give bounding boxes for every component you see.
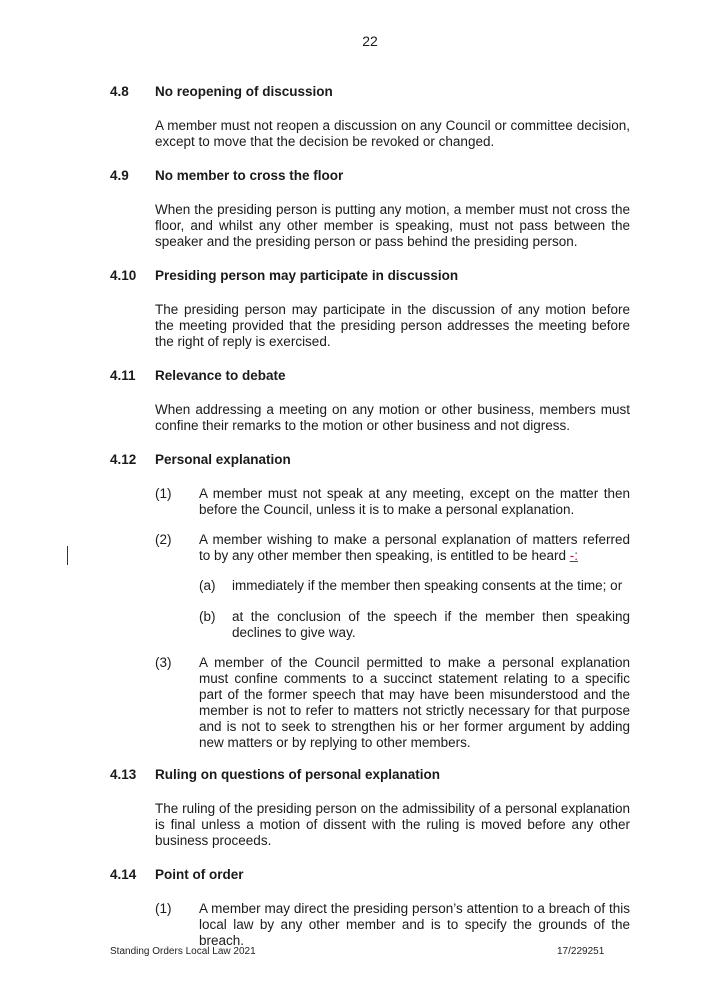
- list-item-text: A member may direct the presiding person’s attention to a breach of this local law by any other member and is to specify the grounds of the breach.: [199, 901, 630, 948]
- section-title: No member to cross the floor: [155, 168, 344, 183]
- page-number: 22: [362, 33, 378, 49]
- section-number: 4.13: [110, 767, 137, 782]
- section-title: Point of order: [155, 867, 244, 882]
- sub-item-label: (b): [199, 609, 216, 624]
- section-body: The ruling of the presiding person on the admissibility of a personal explanation is final unless a motion of dissent with the ruling is moved before any other business proceeds.: [155, 801, 630, 848]
- section-number: 4.8: [110, 84, 129, 99]
- footer-reference: 17/229251: [557, 946, 605, 957]
- section-number: 4.11: [110, 368, 136, 383]
- section-heading: [110, 867, 244, 882]
- section-heading: [110, 767, 440, 782]
- section-body: When addressing a meeting on any motion or other business, members must confine their remarks to the motion or other business and not digress.: [155, 402, 630, 433]
- section-title: Personal explanation: [155, 452, 291, 467]
- list-item-text: [199, 532, 630, 564]
- section-heading: [110, 368, 286, 383]
- footer-title: Standing Orders Local Law 2021: [110, 946, 256, 957]
- section-number: 4.9: [110, 168, 129, 183]
- section-number: 4.12: [110, 452, 137, 467]
- section-number: 4.14: [110, 867, 137, 882]
- section-heading: [110, 452, 291, 467]
- section-title: No reopening of discussion: [155, 84, 333, 99]
- section-heading: [110, 168, 343, 183]
- list-item-text-content: A member wishing to make a personal explanation of matters referred to by any other member then speaking, is entitled to be heard: [199, 532, 630, 563]
- section-title: Presiding person may participate in discussion: [155, 268, 459, 283]
- revision-mark: -:: [569, 548, 578, 563]
- section-heading: [110, 268, 458, 283]
- section-body: A member must not reopen a discussion on any Council or committee decision, except to move that the decision be revoked or changed.: [155, 118, 630, 149]
- list-item-text: A member of the Council permitted to make a personal explanation must confine comments to a succinct statement relating to a specific part of the former speech that may have been misunderstood and the member is not to refer to matters not strictly necessary for that purpose and is not to seek to strengthen his or her former argument by adding new matters or by replying to other members.: [199, 655, 630, 750]
- section-heading: [110, 84, 333, 99]
- section-body: The presiding person may participate in the discussion of any motion before the meeting provided that the presiding person addresses the meeting before the right of reply is exercised.: [155, 302, 630, 349]
- list-item-label: (2): [155, 532, 172, 547]
- list-item-label: (1): [155, 901, 172, 916]
- list-item-text: A member must not speak at any meeting, except on the matter then before the Council, unless it is to make a personal explanation.: [199, 486, 630, 517]
- list-item-label: (3): [155, 655, 172, 670]
- section-number: 4.10: [110, 268, 137, 283]
- list-item-label: (1): [155, 486, 172, 501]
- change-bar: [67, 546, 68, 565]
- sub-item-text: immediately if the member then speaking consents at the time; or: [232, 578, 623, 593]
- section-body: When the presiding person is putting any motion, a member must not cross the floor, and whilst any other member is speaking, must not pass between the speaker and the presiding person or pass behind the presiding person.: [155, 202, 630, 249]
- section-title: Relevance to debate: [155, 368, 286, 383]
- sub-item-text: at the conclusion of the speech if the member then speaking declines to give way.: [232, 609, 630, 640]
- sub-item-label: (a): [199, 578, 216, 593]
- section-title: Ruling on questions of personal explanation: [155, 767, 441, 782]
